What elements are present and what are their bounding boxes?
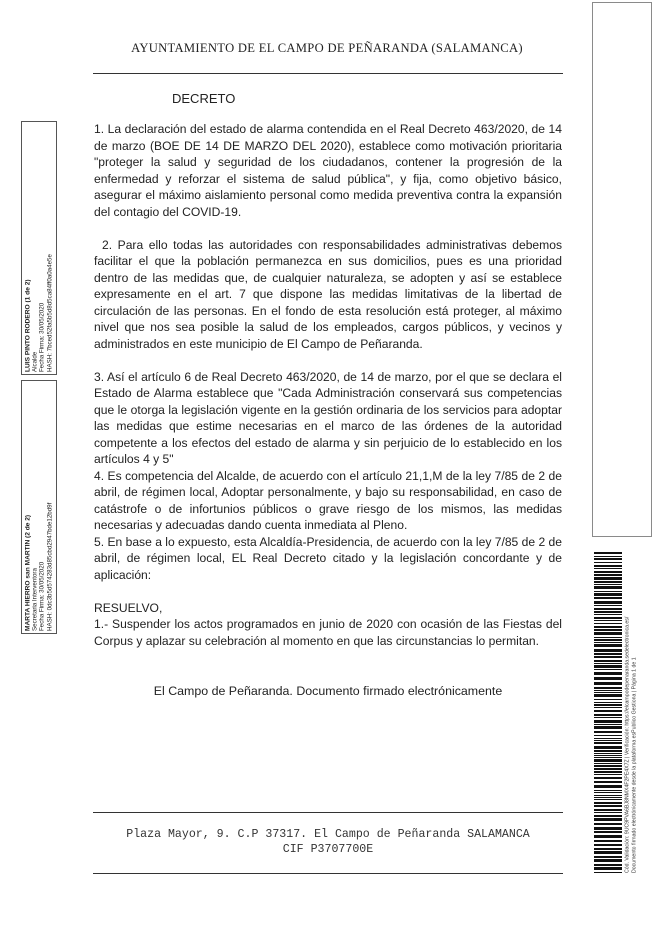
resuelvo-text: 1.- Suspender los actos programados en junio de 2020 con ocasión de las Fiestas del Corpus y aplazar su celebración al momento en que las circunstancias lo permitan.	[94, 617, 562, 648]
signature-box-2	[21, 380, 57, 634]
signature-hash: HASH: 7bced52fa5b5d8d5ca84ff0a0a4e5e	[46, 254, 54, 372]
signature-box-1	[21, 121, 57, 375]
footer-cif: CIF P3707700E	[282, 843, 374, 856]
footer-divider-bottom	[93, 873, 563, 874]
signer-role: Alcalde	[31, 351, 39, 372]
verification-platform-line: Documento firmado electrónicamente desde la plataforma esPublico Gestiona | Página 1 de 1	[631, 656, 637, 873]
paragraph-2: 2. Para ello todas las autoridades con responsabilidades administrativas debemos facilitar el que la población permanezca en sus domicilios, pues es una prioridad dentro de las medidas que, de cualquier naturaleza, se adopten y así se establece expresamente en el art. 7 que dispone las medidas limitativas de la libertad de circulación de las personas. En el fondo de esta resolución está proteger, al máximo nivel que nos sea posible la salud de los empleados, cargos públicos, y vecinos y administrados en este municipio de El Campo de Peñaranda.	[94, 237, 562, 351]
decree-heading: DECRETO	[172, 91, 236, 106]
paragraph-5: 5. En base a lo expuesto, esta Alcaldía-Presidencia, de acuerdo con la ley 7/85 de 2 de abril, de régimen local, EL Real Decreto citado y la legislación concordante y de aplicación:	[94, 534, 562, 582]
paragraph-1: 1. La declaración del estado de alarma contendida en el Real Decreto 463/2020, de 14 de marzo (BOE DE 14 DE MARZO DEL 2020), establece como motivación prioritaria "proteger la salud y seguridad de los ciudadanos, contener la progresión de la enfermedad y reforzar el sistema de salud pública", y fija, como objetivo básico, asegurar el máximo aislamiento personal como medida preventiva contra la expansión del contagio del COVID-19.	[94, 122, 562, 219]
decree-body	[94, 121, 562, 649]
signature-hash: HASH: 0dc3b5d574283d85cbd2947bde12bd9f	[46, 502, 54, 631]
resuelvo-heading: RESUELVO,	[94, 600, 163, 615]
footer-address: Plaza Mayor, 9. C.P 37317. El Campo de Peñaranda SALAMANCA	[126, 828, 530, 841]
signature-date: Fecha Firma: 30/05/2020	[39, 302, 46, 372]
signer-role: Secretaria Interventora	[31, 568, 39, 631]
signer-name: LUIS PINTO RODERO (1 de 2)	[24, 279, 32, 372]
signature-date: Fecha Firma: 30/05/2020	[39, 561, 46, 631]
closing-signature-note: El Campo de Peñaranda. Documento firmado electrónicamente	[153, 684, 503, 698]
signer-name: MARTA HIERRO san MARTIN (2 de 2)	[24, 514, 32, 631]
verification-text	[618, 552, 644, 875]
header-divider	[93, 73, 563, 74]
footer-divider-top	[93, 812, 563, 813]
margin-frame	[592, 2, 652, 537]
paragraph-3: 3. Así el artículo 6 de Real Decreto 463/2020, de 14 de marzo, por el que se declara el Estado de Alarma establece que "Cada Administración conservará sus competencias que le otorga la legislación vigente en la gestión ordinaria de los servicios para adoptar las medidas que estime necesarias en el marco de las órdenes de la autoridad competente a los efectos del estado de alarma y sin perjuicio de lo establecido en los artículos 4 y 5"	[94, 369, 562, 466]
paragraph-4: 4. Es competencia del Alcalde, de acuerdo con el artículo 21,1,M de la ley 7/85 de 2 de abril, de régimen local, Adoptar personalmente, y bajo su responsabilidad, en caso de catástrofe o de infortunios públicos o grave riesgo de los mismos, las medidas necesarias y adecuadas dando cuenta inmediata al Pleno.	[94, 468, 562, 532]
verification-code-line: Cód. Validación: 9UC9PVA6BJ8NMX4F2PE4X7Z | Verificación: https://elcampodepenaranda.sedelectronica.es/	[624, 616, 631, 873]
header-title: AYUNTAMIENTO DE EL CAMPO DE PEÑARANDA (SALAMANCA)	[131, 41, 523, 55]
